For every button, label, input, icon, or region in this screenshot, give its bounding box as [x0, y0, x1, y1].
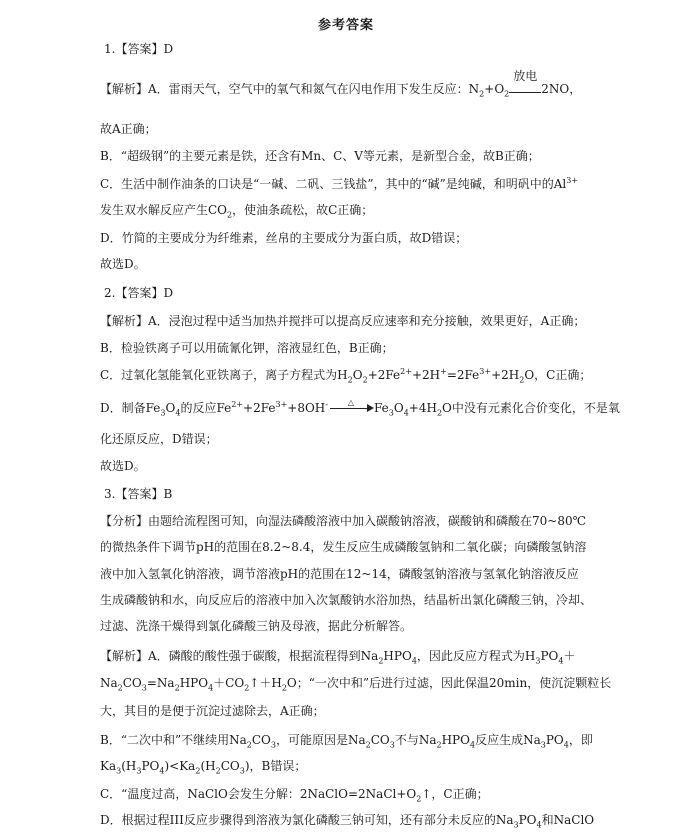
- q2-option-d-cont: 化还原反应，D错误；: [100, 432, 218, 446]
- q1-answer: 1.【答案】D: [104, 42, 174, 56]
- q3-analysis-line-4: 生成磷酸钠和水，向反应后的溶液中加入次氯酸钠水浴加热，结晶析出氯化磷酸三钠，冷却、: [100, 593, 593, 607]
- reaction-condition: 放电: [509, 85, 541, 93]
- q3-analysis-line-5: 过滤、洗涤干燥得到氯化磷酸三钠及母液，据此分析解答。: [100, 619, 413, 633]
- q3-analysis-line-1: 【分析】由题给流程图可知，向湿法磷酸溶液中加入碳酸钠溶液，碳酸钠和磷酸在70~80℃: [100, 514, 587, 528]
- q3-option-b: B．“二次中和”不继续用$Na_2CO_3$，可能原因是$Na_2CO_3$不与$Na_2HPO_4$反应生成$Na_3PO_4$，即: [100, 733, 593, 750]
- q3-option-a-end: 大，其目的是便于沉淀过滤除去，A正确；: [100, 704, 325, 718]
- q1-option-b: B．“超级钢”的主要元素是铁，还含有Mn、C、V等元素，是新型合金，故B正确；: [100, 149, 540, 163]
- q1-option-c-cont: 发生双水解反应产生$CO_2$，使油条疏松，故C正确；: [100, 203, 374, 220]
- q1-option-a-end: 故A正确；: [100, 122, 157, 136]
- q1-option-a: 【解析】A．雷雨天气，空气中的氧气和氮气在闪电作用下发生反应：$N_2+O_2$ 放电 2NO，: [100, 69, 582, 99]
- q3-option-a-cont: $Na_2CO_3=Na_2HPO_4+CO_2↑+H_2O$；“一次中和”后进行过滤，因此保温20min，使沉淀颗粒长: [100, 676, 612, 693]
- q3-answer: 3.【答案】B: [104, 487, 173, 501]
- q1-option-c: C．生活中制作油条的口诀是“一碱、二矾、三钱盐”，其中的“碱”是纯碱，和明矾中的$Al^{3+}$: [100, 176, 579, 191]
- q3-option-d: D．根据过程III反应步骤得到溶液为氯化磷酸三钠可知，还有部分未反应的$Na_3PO_4$和NaClO: [100, 813, 595, 830]
- q1-option-d: D．竹简的主要成分为纤维素，丝帛的主要成分为蛋白质，故D错误；: [100, 231, 468, 245]
- q2-answer: 2.【答案】D: [104, 286, 174, 300]
- q2-option-a: 【解析】A．浸泡过程中适当加热并搅拌可以提高反应速率和充分接触，效果更好，A正确；: [100, 314, 586, 328]
- q1-conclusion: 故选D。: [100, 257, 146, 271]
- q3-option-b-cont: $Ka_3(H_3PO_4)<Ka_2(H_2CO_3)$，B错误；: [100, 759, 307, 776]
- page-title: 参考答案: [317, 18, 374, 33]
- q2-option-d: D．制备$Fe_3O_4$的反应$Fe^{2+}+2Fe^{3+}+8OH^-$ △ $Fe_3O_4+4H_2O$中没有元素化合价变化，不是氧: [100, 397, 620, 418]
- q2-option-b: B．检验铁离子可以用硫氰化钾，溶液显红色，B正确；: [100, 341, 394, 355]
- heating-arrow-icon: △: [328, 404, 374, 414]
- q3-analysis-line-3: 液中加入氢氧化钠溶液，调节溶液pH的范围在12~14，磷酸氢钠溶液与氢氧化钠溶液反应: [100, 567, 579, 581]
- q3-option-c: C．“温度过高，NaClO会发生分解：$2NaClO=2NaCl+O_2↑$，C正确；: [100, 787, 489, 804]
- q2-conclusion: 故选D。: [100, 459, 146, 473]
- q3-option-a: 【解析】A．磷酸的酸性强于碳酸，根据流程得到$Na_2HPO_4$，因此反应方程式为$H_3PO_4+$: [100, 649, 576, 666]
- q2-option-c: C．过氧化氢能氧化亚铁离子，离子方程式为$H_2O_2+2Fe^{2+}+2H^+=2Fe^{3+}+2H_2O$，C正确；: [100, 367, 592, 385]
- q3-analysis-line-2: 的微热条件下调节pH的范围在8.2~8.4，发生反应生成磷酸氢钠和二氧化碳；向磷酸氢钠溶: [100, 540, 587, 554]
